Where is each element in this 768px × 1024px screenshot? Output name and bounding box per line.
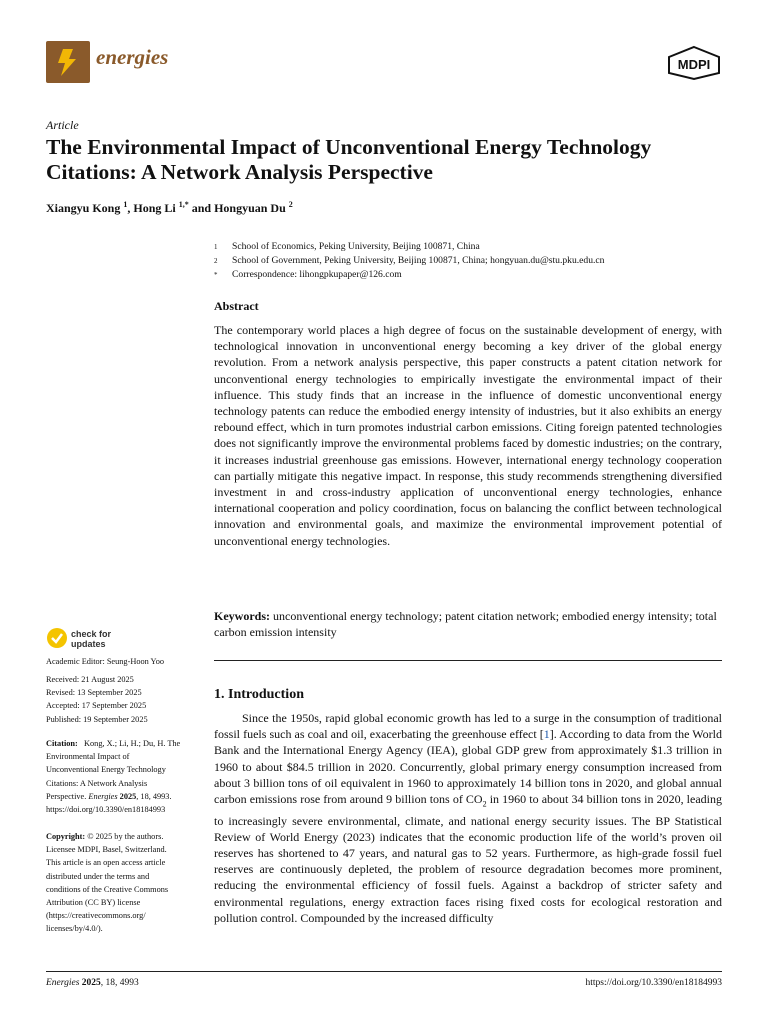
citation-doi-link[interactable]: https://doi.org/10.3390/en18184993 — [46, 805, 166, 815]
abstract-text: The contemporary world places a high degree of focus on the sustainable development of energy, with technological innovation in unconventional energy becoming a key driver of the global energy revolution. From a network analysis perspective, this paper constructs a patent citation network for unconventional energy technologies to empirically investigate the environmental impact of their influence. This study finds that an increase in the influence of domestic unconventional energy technology patents can reduce the embodied energy intensity of industries, but it also exhibits an energy rebound effect, which in turn promotes industrial carbon emissions. Citing foreign patented technologies does not significantly improve the environmental problems faced by domestic industries; on the contrary, it increases industrial greenhouse gas emissions. However, international energy technology cooperation can partially mitigate this negative impact. In response, this study recommends strengthening diversified investment in and cross-industry application of unconventional energy technologies, enhance international cooperation and policy coordination, focus on balancing the conflict between technological innovation and environmental goals, and maximize the environmental improvement potential of unconventional energy technologies. — [214, 323, 722, 548]
introduction-text: Since the 1950s, rapid global economic growth has led to a surge in the consumption of traditional fossil fuels such as coal and oil, exacerbating the greenhouse effect [1]. According to data from the World Bank and the International Energy Agency (IEA), global GDP grew from approximately $1.3 trillion in 1960 to about $84.5 trillion in 2020. Concurrently, global primary energy consumption increased from about 3 billion tons of oil equivalent in 1960 to approximately 14 billion tons in 2020, and global annual carbon emissions rose from around 9 billion tons of $CO_2$ in 1960 to about 34 billion tons in 2020, leading to increasingly severe environmental, climate, and national energy security issues. The BP Statistical Review of World Energy (2023) indicates that the economic production life of the world’s proven oil reserves has shortened to 47 years, and natural gas to 52 years. Furthermore, as high-grade fossil fuel reserves are continuously depleted, the problem of resource degradation becomes more prominent, reducing the environmental efficiency of fossil fuels. Against a backdrop of stricter safety and environmental regulations, energy extraction faces rising fixed costs for ecological restoration and pollution control. Compounded by the increased difficulty — [214, 711, 723, 925]
author-name[interactable]: Hongyuan Du — [214, 201, 286, 215]
publisher-name: MDPI — [677, 57, 711, 72]
author-affil-mark: 1 — [123, 200, 128, 209]
footer-citation: Energies 2025, 18, 4993 — [46, 978, 139, 988]
author-affil-mark: 1,* — [178, 200, 189, 209]
affiliation-item: 2 School of Government, Peking University, Beijing 100871, China; hongyuan.du@stu.pku.edu.cn — [214, 255, 605, 266]
mdpi-logo[interactable] — [665, 45, 723, 86]
article-type: Article — [46, 118, 79, 132]
lightning-icon — [46, 41, 90, 83]
date-received: Received: 21 August 2025 — [46, 675, 134, 684]
citation-link[interactable]: 1 — [543, 727, 550, 742]
footer-divider — [46, 971, 722, 972]
section-divider — [214, 660, 722, 661]
correspondence: * Correspondence: lihongpkupaper@126.com — [214, 269, 402, 280]
publication-dates — [46, 673, 201, 726]
section-heading: 1. Introduction — [214, 687, 304, 702]
license-link[interactable]: (https://creativecommons.org/ — [46, 911, 146, 921]
academic-editor: Academic Editor: Seung-Hoon Yoo — [46, 657, 164, 666]
author-list: Xiangyu Kong $^1$, Hong Li $^{1,*}$ and Hongyuan Du $^2$ — [46, 200, 293, 215]
article-title: The Environmental Impact of Unconventional Energy Technology Citations: A Network Analysis Perspective — [46, 135, 652, 184]
keywords-text: unconventional energy technology; patent citation network; embodied energy intensity; total carbon emission intensity — [214, 609, 717, 640]
affiliations — [214, 240, 604, 282]
affiliation-item: 1 School of Economics, Peking University, Beijing 100871, China — [214, 241, 480, 252]
author-name[interactable]: Xiangyu Kong — [46, 201, 121, 215]
author-affil-mark: 2 — [288, 200, 293, 209]
copyright-block: Copyright: © 2025 by the authors. Licensee MDPI, Basel, Switzerland. This article is an open access article distributed under the terms and conditions of the Creative Commons Attribution (CC BY) license (https://creativecommons.org/ licenses/by/4.0/). — [46, 830, 201, 936]
date-revised: Revised: 13 September 2025 — [46, 688, 142, 698]
check-for-updates-button[interactable]: check for updates — [71, 629, 112, 649]
keywords-label: Keywords: — [214, 609, 270, 623]
date-published: Published: 19 September 2025 — [46, 714, 148, 724]
citation-block: Citation: Kong, X.; Li, H.; Du, H. The Environmental Impact of Unconventional Energy Technology Citations: A Network Analysis Perspective. Energies 2025, 18, 4993. https://doi.org/10.3390/en18184993 — [46, 737, 201, 816]
author-name[interactable]: Hong Li — [133, 201, 176, 215]
journal-logo — [46, 41, 90, 83]
journal-name[interactable]: energies — [96, 45, 169, 69]
footer-doi-link[interactable]: https://doi.org/10.3390/en18184993 — [585, 978, 722, 988]
abstract-heading: Abstract — [214, 299, 259, 313]
keywords — [214, 608, 722, 640]
date-accepted: Accepted: 17 September 2025 — [46, 701, 147, 711]
check-for-updates-icon[interactable] — [46, 627, 68, 654]
